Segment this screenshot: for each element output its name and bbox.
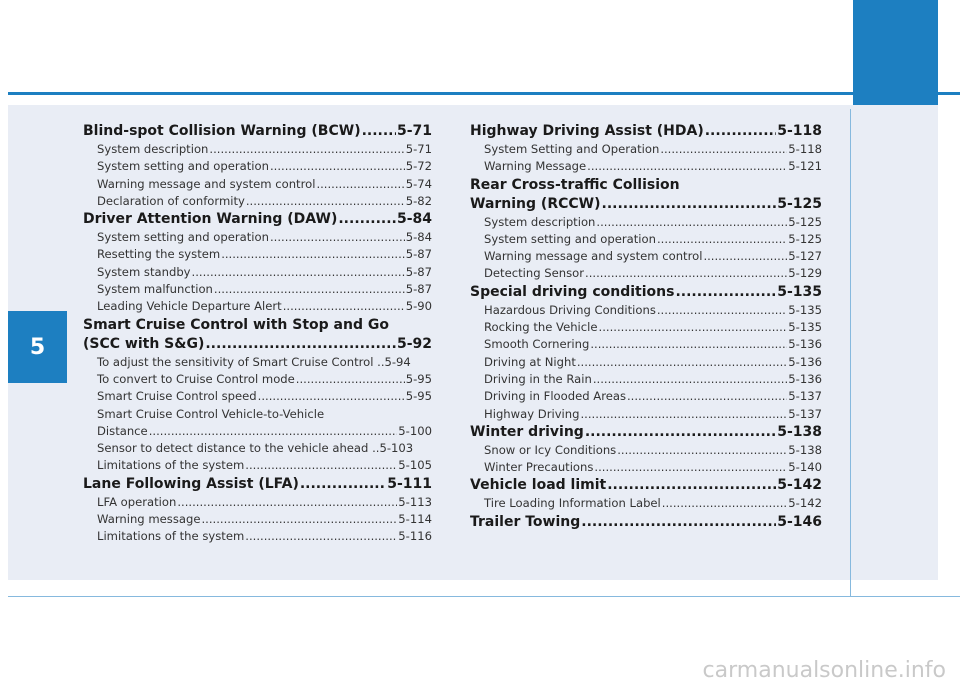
toc-heading-rccw[interactable]: Warning (RCCW) ..... 5-125 — [470, 195, 822, 214]
toc-heading-rccw-line1[interactable]: Rear Cross-traffic Collision — [470, 176, 680, 193]
toc-heading-hda[interactable]: Highway Driving Assist (HDA) ..... 5-118 — [470, 122, 822, 141]
toc-heading-scc[interactable]: (SCC with S&G) ..... 5-92 — [83, 335, 432, 354]
toc-item[interactable]: Smooth Cornering ..... 5-136 — [470, 336, 822, 353]
toc-item[interactable]: System description ..... 5-71 — [83, 141, 432, 158]
toc-item[interactable]: Limitations of the system ..... 5-116 — [83, 528, 432, 545]
toc-item[interactable]: Highway Driving ..... 5-137 — [470, 406, 822, 423]
toc-item[interactable]: Driving in the Rain ..... 5-136 — [470, 371, 822, 388]
toc-item[interactable]: To convert to Cruise Control mode ..... 5-95 — [83, 371, 432, 388]
toc-item[interactable]: Driving in Flooded Areas ..... 5-137 — [470, 388, 822, 405]
toc-heading-special-driving[interactable]: Special driving conditions ..... 5-135 — [470, 283, 822, 302]
footer-watermark: carmanualsonline.info — [702, 658, 946, 683]
toc-item[interactable]: System setting and operation ..... 5-72 — [83, 158, 432, 175]
toc-item[interactable]: Winter Precautions ..... 5-140 — [470, 459, 822, 476]
toc-item[interactable]: System setting and operation ..... 5-125 — [470, 231, 822, 248]
toc-item[interactable]: System description ..... 5-125 — [470, 214, 822, 231]
toc-item[interactable]: System Setting and Operation ..... 5-118 — [470, 141, 822, 158]
toc-item[interactable]: Distance ..... 5-100 — [83, 423, 432, 440]
toc-left-column — [83, 122, 432, 546]
chapter-badge: 5 — [8, 311, 67, 383]
toc-item[interactable]: To adjust the sensitivity of Smart Cruise Control .. 5-94 — [97, 354, 411, 369]
toc-item[interactable]: Driving at Night ..... 5-136 — [470, 354, 822, 371]
toc-item[interactable]: Warning Message ..... 5-121 — [470, 158, 822, 175]
toc-item[interactable]: System setting and operation ..... 5-84 — [83, 229, 432, 246]
toc-item[interactable]: Sensor to detect distance to the vehicle ahead .. 5-103 — [97, 441, 414, 456]
toc-item[interactable]: System standby ..... 5-87 — [83, 264, 432, 281]
toc-item[interactable]: Leading Vehicle Departure Alert ..... 5-90 — [83, 298, 432, 315]
bottom-rule — [8, 596, 960, 597]
toc-item[interactable]: LFA operation ..... 5-113 — [83, 494, 432, 511]
toc-item[interactable]: Tire Loading Information Label ..... 5-142 — [470, 495, 822, 512]
toc-item[interactable]: Warning message and system control ..... 5-127 — [470, 248, 822, 265]
toc-right-column — [470, 122, 822, 532]
toc-heading-trailer[interactable]: Trailer Towing ..... 5-146 — [470, 513, 822, 532]
toc-item[interactable]: Warning message and system control ..... 5-74 — [83, 176, 432, 193]
toc-item[interactable]: System malfunction ..... 5-87 — [83, 281, 432, 298]
toc-item[interactable]: Snow or Icy Conditions ..... 5-138 — [470, 442, 822, 459]
toc-heading-vehicle-load[interactable]: Vehicle load limit ..... 5-142 — [470, 476, 822, 495]
toc-heading-lfa[interactable]: Lane Following Assist (LFA) ..... 5-111 — [83, 475, 432, 494]
toc-heading-winter[interactable]: Winter driving ..... 5-138 — [470, 423, 822, 442]
toc-item[interactable]: Warning message ..... 5-114 — [83, 511, 432, 528]
toc-heading-daw[interactable]: Driver Attention Warning (DAW) ..... 5-84 — [83, 210, 432, 229]
toc-item[interactable]: Limitations of the system ..... 5-105 — [83, 457, 432, 474]
toc-heading-bcw[interactable]: Blind-spot Collision Warning (BCW) ..... 5-71 — [83, 122, 432, 141]
toc-item[interactable]: Declaration of conformity ..... 5-82 — [83, 193, 432, 210]
toc-item[interactable]: Resetting the system ..... 5-87 — [83, 246, 432, 263]
toc-item[interactable]: Hazardous Driving Conditions ..... 5-135 — [470, 302, 822, 319]
toc-item[interactable]: Detecting Sensor ..... 5-129 — [470, 265, 822, 282]
toc-heading-scc-line1[interactable]: Smart Cruise Control with Stop and Go — [83, 316, 389, 333]
toc-item[interactable]: Rocking the Vehicle ..... 5-135 — [470, 319, 822, 336]
toc-item-line1[interactable]: Smart Cruise Control Vehicle-to-Vehicle — [97, 406, 325, 421]
tab-divider — [850, 109, 851, 596]
toc-item[interactable]: Smart Cruise Control speed ..... 5-95 — [83, 388, 432, 405]
top-rule — [8, 92, 960, 95]
